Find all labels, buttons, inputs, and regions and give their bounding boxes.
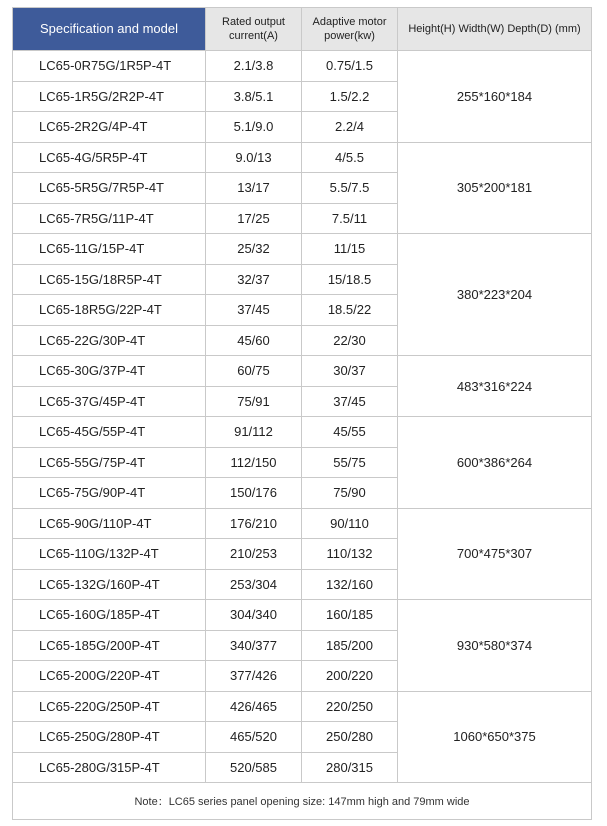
- table-row: [13, 417, 592, 448]
- header-row: [13, 8, 592, 51]
- model-cell: LC65-22G/30P-4T: [13, 325, 206, 356]
- current-cell: 75/91: [206, 386, 302, 417]
- table-row: [13, 356, 592, 387]
- dimensions-cell: 930*580*374: [398, 600, 592, 692]
- power-cell: 75/90: [302, 478, 398, 509]
- current-cell: 465/520: [206, 722, 302, 753]
- model-cell: LC65-250G/280P-4T: [13, 722, 206, 753]
- current-cell: 3.8/5.1: [206, 81, 302, 112]
- power-cell: 45/55: [302, 417, 398, 448]
- model-cell: LC65-37G/45P-4T: [13, 386, 206, 417]
- spec-table: [12, 7, 592, 820]
- current-cell: 91/112: [206, 417, 302, 448]
- current-cell: 32/37: [206, 264, 302, 295]
- power-cell: 185/200: [302, 630, 398, 661]
- header-current: Rated output current(A): [206, 8, 302, 51]
- power-cell: 220/250: [302, 691, 398, 722]
- current-cell: 210/253: [206, 539, 302, 570]
- power-cell: 160/185: [302, 600, 398, 631]
- model-cell: LC65-132G/160P-4T: [13, 569, 206, 600]
- model-cell: LC65-280G/315P-4T: [13, 752, 206, 783]
- dimensions-cell: 700*475*307: [398, 508, 592, 600]
- current-cell: 112/150: [206, 447, 302, 478]
- dimensions-cell: 380*223*204: [398, 234, 592, 356]
- model-cell: LC65-7R5G/11P-4T: [13, 203, 206, 234]
- table-row: [13, 600, 592, 631]
- power-cell: 15/18.5: [302, 264, 398, 295]
- table-row: [13, 691, 592, 722]
- model-cell: LC65-110G/132P-4T: [13, 539, 206, 570]
- model-cell: LC65-160G/185P-4T: [13, 600, 206, 631]
- power-cell: 11/15: [302, 234, 398, 265]
- model-cell: LC65-90G/110P-4T: [13, 508, 206, 539]
- power-cell: 5.5/7.5: [302, 173, 398, 204]
- power-cell: 132/160: [302, 569, 398, 600]
- power-cell: 55/75: [302, 447, 398, 478]
- model-cell: LC65-1R5G/2R2P-4T: [13, 81, 206, 112]
- power-cell: 2.2/4: [302, 112, 398, 143]
- model-cell: LC65-30G/37P-4T: [13, 356, 206, 387]
- model-cell: LC65-15G/18R5P-4T: [13, 264, 206, 295]
- dimensions-cell: 305*200*181: [398, 142, 592, 234]
- note-row: [13, 783, 592, 820]
- model-cell: LC65-4G/5R5P-4T: [13, 142, 206, 173]
- current-cell: 60/75: [206, 356, 302, 387]
- model-cell: LC65-200G/220P-4T: [13, 661, 206, 692]
- model-cell: LC65-0R75G/1R5P-4T: [13, 51, 206, 82]
- current-cell: 9.0/13: [206, 142, 302, 173]
- current-cell: 377/426: [206, 661, 302, 692]
- dimensions-cell: 600*386*264: [398, 417, 592, 509]
- current-cell: 25/32: [206, 234, 302, 265]
- table-row: [13, 234, 592, 265]
- current-cell: 253/304: [206, 569, 302, 600]
- model-cell: LC65-220G/250P-4T: [13, 691, 206, 722]
- current-cell: 176/210: [206, 508, 302, 539]
- table-row: [13, 51, 592, 82]
- model-cell: LC65-5R5G/7R5P-4T: [13, 173, 206, 204]
- power-cell: 0.75/1.5: [302, 51, 398, 82]
- current-cell: 17/25: [206, 203, 302, 234]
- power-cell: 30/37: [302, 356, 398, 387]
- power-cell: 37/45: [302, 386, 398, 417]
- current-cell: 2.1/3.8: [206, 51, 302, 82]
- power-cell: 280/315: [302, 752, 398, 783]
- model-cell: LC65-55G/75P-4T: [13, 447, 206, 478]
- model-cell: LC65-18R5G/22P-4T: [13, 295, 206, 326]
- current-cell: 13/17: [206, 173, 302, 204]
- dimensions-cell: 1060*650*375: [398, 691, 592, 783]
- current-cell: 150/176: [206, 478, 302, 509]
- spec-body: [13, 51, 592, 783]
- header-model: Specification and model: [13, 8, 206, 51]
- current-cell: 426/465: [206, 691, 302, 722]
- model-cell: LC65-11G/15P-4T: [13, 234, 206, 265]
- power-cell: 90/110: [302, 508, 398, 539]
- dimensions-cell: 255*160*184: [398, 51, 592, 143]
- note-text: Note：LC65 series panel opening size: 147mm high and 79mm wide: [13, 783, 592, 820]
- power-cell: 250/280: [302, 722, 398, 753]
- model-cell: LC65-185G/200P-4T: [13, 630, 206, 661]
- power-cell: 110/132: [302, 539, 398, 570]
- header-dimensions: Height(H) Width(W) Depth(D) (mm): [398, 8, 592, 51]
- current-cell: 5.1/9.0: [206, 112, 302, 143]
- power-cell: 1.5/2.2: [302, 81, 398, 112]
- dimensions-cell: 483*316*224: [398, 356, 592, 417]
- model-cell: LC65-45G/55P-4T: [13, 417, 206, 448]
- current-cell: 520/585: [206, 752, 302, 783]
- power-cell: 4/5.5: [302, 142, 398, 173]
- table-row: [13, 508, 592, 539]
- table-row: [13, 142, 592, 173]
- current-cell: 340/377: [206, 630, 302, 661]
- power-cell: 7.5/11: [302, 203, 398, 234]
- power-cell: 200/220: [302, 661, 398, 692]
- model-cell: LC65-2R2G/4P-4T: [13, 112, 206, 143]
- power-cell: 18.5/22: [302, 295, 398, 326]
- current-cell: 304/340: [206, 600, 302, 631]
- current-cell: 45/60: [206, 325, 302, 356]
- power-cell: 22/30: [302, 325, 398, 356]
- model-cell: LC65-75G/90P-4T: [13, 478, 206, 509]
- header-power: Adaptive motor power(kw): [302, 8, 398, 51]
- current-cell: 37/45: [206, 295, 302, 326]
